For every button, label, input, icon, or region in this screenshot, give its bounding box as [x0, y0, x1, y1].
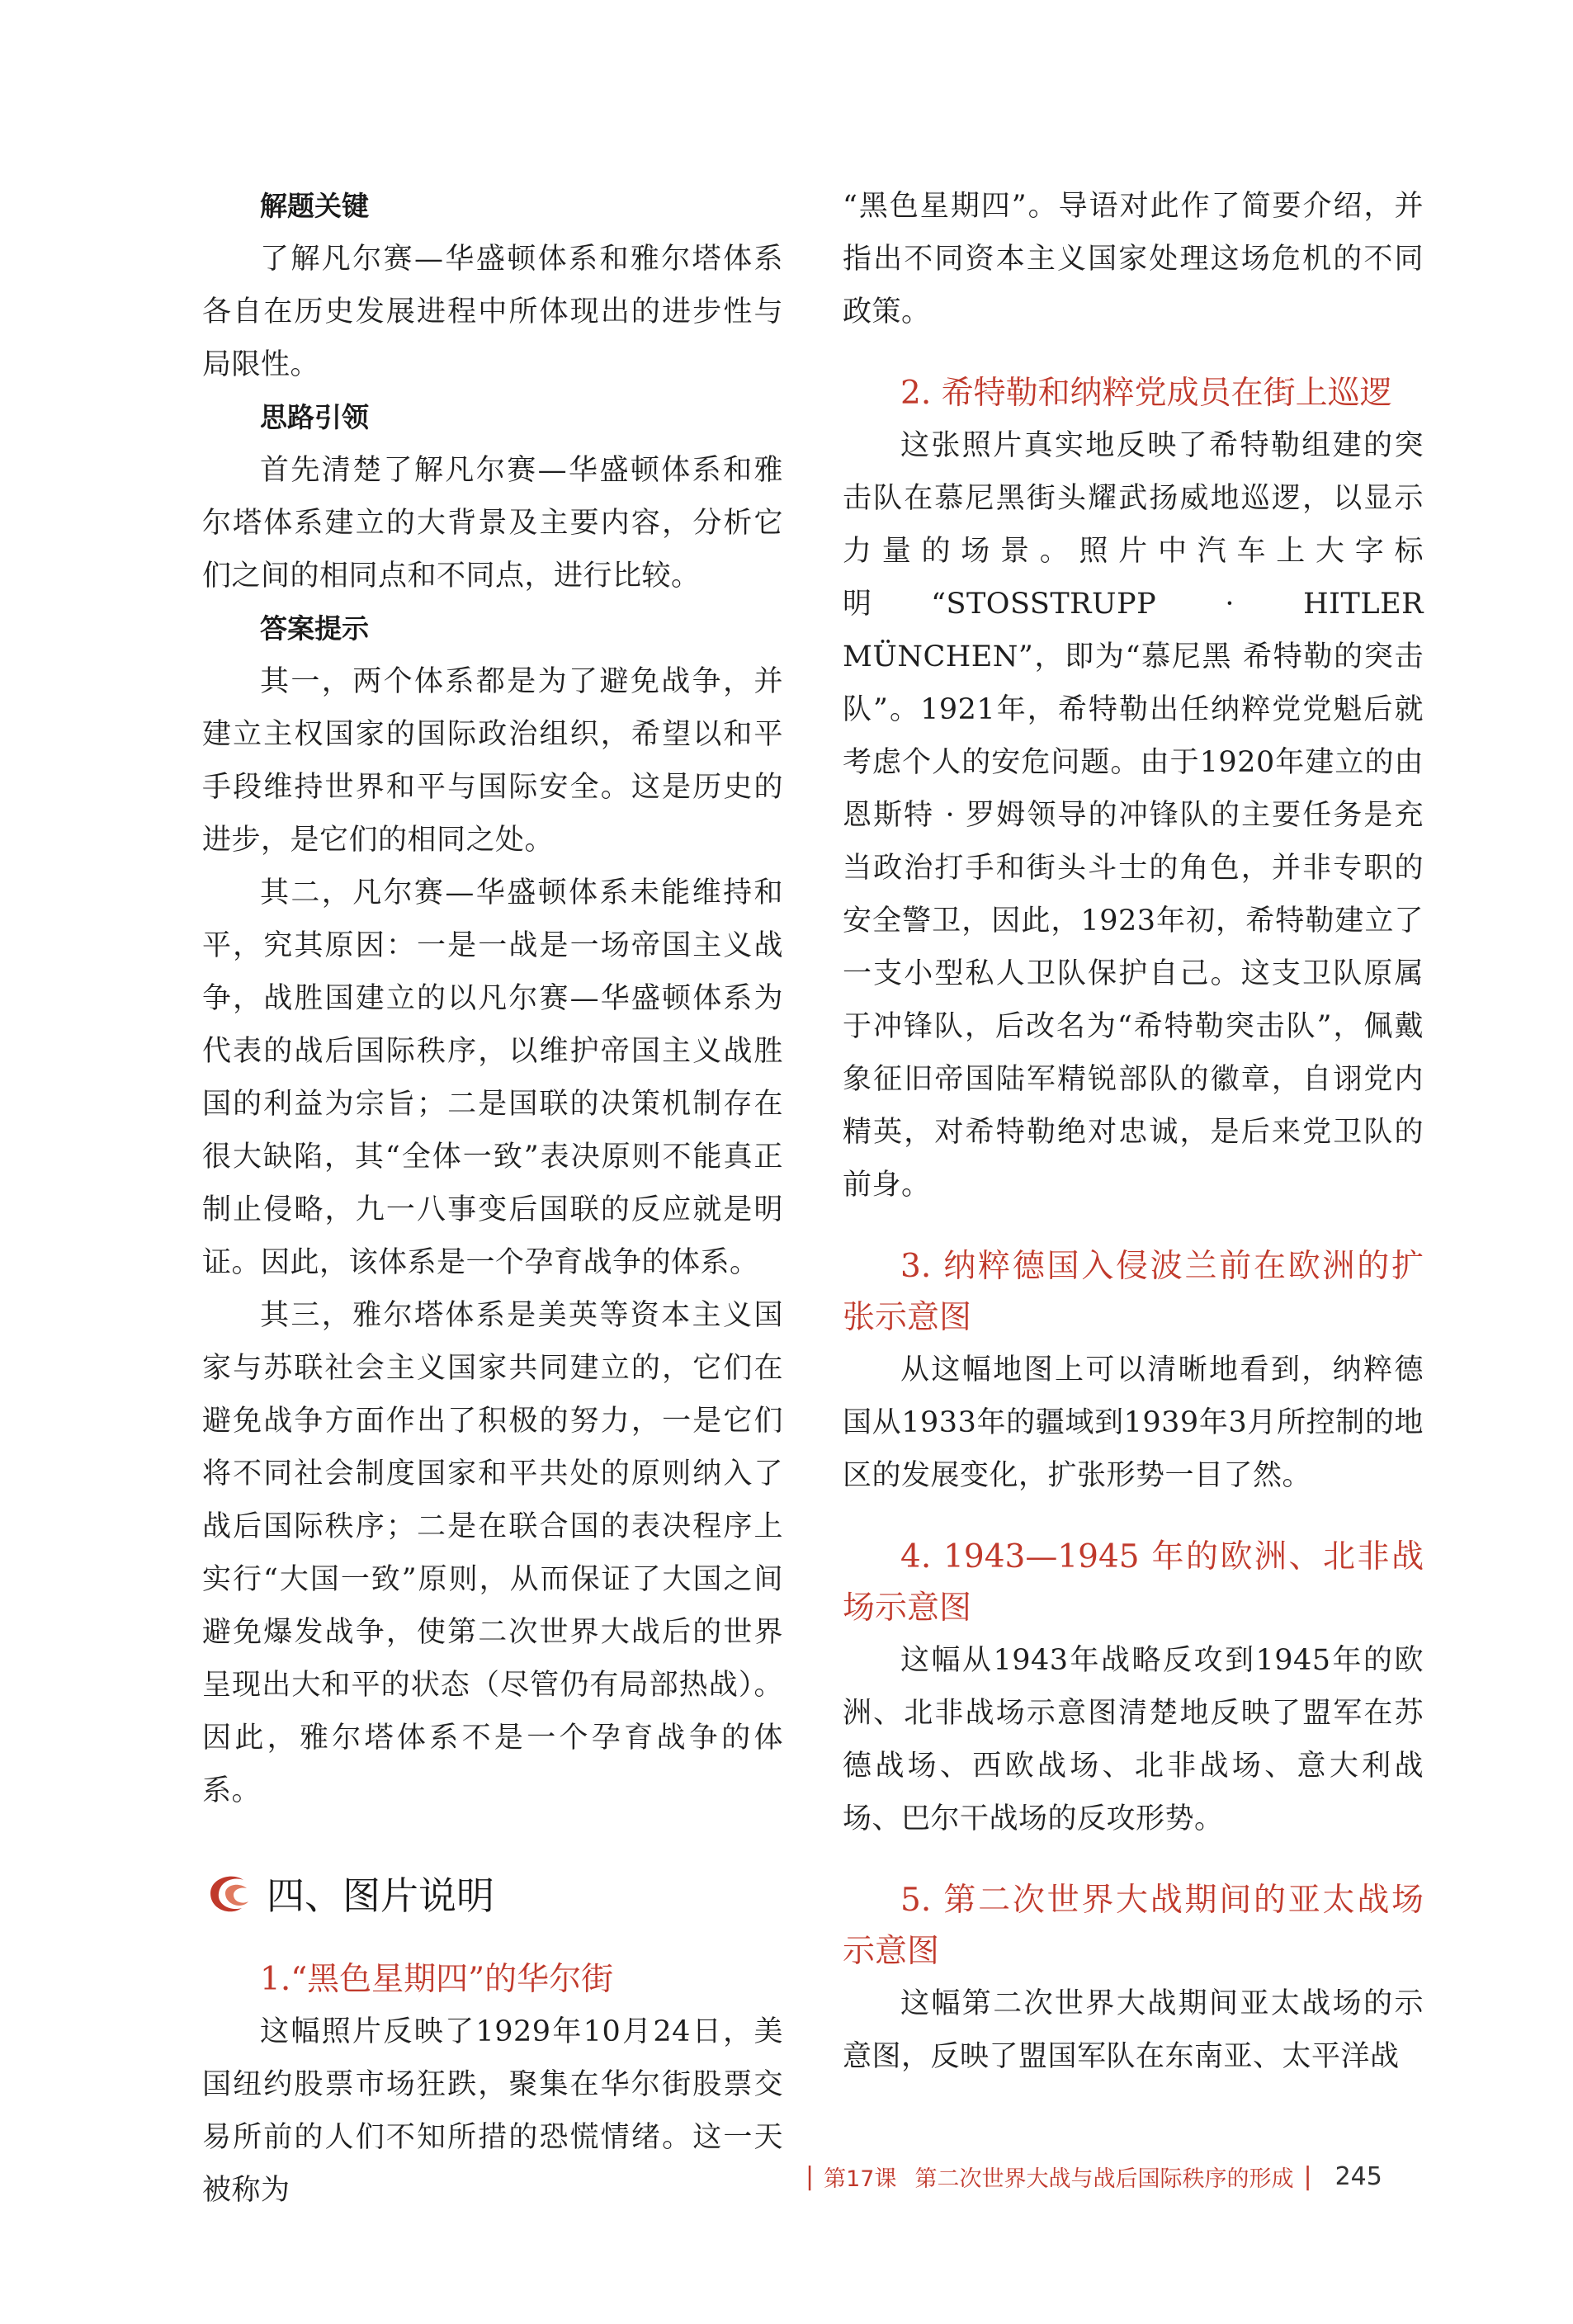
page-footer	[796, 2156, 1382, 2197]
picture-1-title: 1.“黑色星期四”的华尔街	[260, 1961, 614, 1998]
picture-4-text: 这幅从1943年战略反攻到1945年的欧洲、北非战场示意图清楚地反映了盟军在苏德战场、西欧战场、北非战场、意大利战场、巴尔干战场的反攻形势。	[843, 1644, 1424, 1835]
section-title: 四、图片说明	[267, 1873, 494, 1918]
page-number: 245	[1334, 2161, 1382, 2191]
picture-3-text: 从这幅地图上可以清晰地看到，纳粹德国从1933年的疆域到1939年3月所控制的地区的发展变化，扩张形势一目了然。	[843, 1353, 1424, 1492]
footer-lesson: 第17课	[824, 2166, 897, 2192]
picture-4-title: 4. 1943—1945 年的欧洲、北非战场示意图	[843, 1538, 1424, 1627]
answer-paragraph-2: 其二，凡尔赛—华盛顿体系未能维持和平，究其原因：一是一战是一场帝国主义战争，战胜国建立的以凡尔赛—华盛顿体系为代表的战后国际秩序，以维护帝国主义战胜国的利益为宗旨；二是国联的决策机制存在很大缺陷，其“全体一致”表决原则不能真正制止侵略，九一八事变后国联的反应就是明证。因此，该体系是一个孕育战争的体系。	[202, 876, 783, 1279]
key-heading: 解题关键	[260, 190, 369, 222]
continued-text: “黑色星期四”。导语对此作了简要介绍，并指出不同资本主义国家处理这场危机的不同政策。	[843, 190, 1424, 328]
picture-5-title: 5. 第二次世界大战期间的亚太战场示意图	[843, 1882, 1424, 1970]
footer-divider: |	[1303, 2161, 1312, 2191]
guide-text: 首先清楚了解凡尔赛—华盛顿体系和雅尔塔体系建立的大背景及主要内容，分析它们之间的相同点和不同点，进行比较。	[202, 454, 783, 593]
section-swirl-icon	[202, 1868, 257, 1918]
footer-divider: |	[805, 2161, 815, 2191]
answer-paragraph-1: 其一，两个体系都是为了避免战争，并建立主权国家的国际政治组织，希望以和平手段维持世界和平与国际安全。这是历史的进步，是它们的相同之处。	[202, 665, 783, 857]
picture-5-text: 这幅第二次世界大战期间亚太战场的示意图，反映了盟国军队在东南亚、太平洋战	[843, 1987, 1424, 2073]
picture-1-text: 这幅照片反映了1929年10月24日，美国纽约股票市场狂跌，聚集在华尔街股票交易所前的人们不知所措的恐慌情绪。这一天被称为	[202, 2015, 783, 2207]
right-column	[843, 180, 1424, 2083]
picture-2-text: 这张照片真实地反映了希特勒组建的突击队在慕尼黑街头耀武扬威地巡逻，以显示力量的场景。照片中汽车上大字标明“STOSSTRUPP · HITLER MÜNCHEN”，即为“慕尼黑 希特勒的突击队”。1921年，希特勒出任纳粹党党魁后就考虑个人的安危问题。由于1920年建立的由恩斯特 · 罗姆领导的冲锋队的主要任务是充当政治打手和街头斗士的角色，并非专职的安全警卫，因此，1923年初，希特勒建立了一支小型私人卫队保护自己。这支卫队原属于冲锋队，后改名为“希特勒突击队”，佩戴象征旧帝国陆军精锐部队的徽章，自诩党内精英，对希特勒绝对忠诚，是后来党卫队的前身。	[843, 429, 1424, 1202]
picture-3-title: 3. 纳粹德国入侵波兰前在欧洲的扩张示意图	[843, 1248, 1424, 1336]
guide-heading: 思路引领	[260, 401, 369, 433]
footer-title: 第二次世界大战与战后国际秩序的形成	[914, 2166, 1294, 2192]
answer-heading: 答案提示	[260, 612, 369, 645]
answer-paragraph-3: 其三，雅尔塔体系是美英等资本主义国家与苏联社会主义国家共同建立的，它们在避免战争方面作出了积极的努力，一是它们将不同社会制度国家和平共处的原则纳入了战后国际秩序；二是在联合国的表决程序上实行“大国一致”原则，从而保证了大国之间避免爆发战争，使第二次世界大战后的世界呈现出大和平的状态（尽管仍有局部热战）。因此，雅尔塔体系不是一个孕育战争的体系。	[202, 1299, 783, 1807]
picture-2-title: 2. 希特勒和纳粹党成员在街上巡逻	[900, 375, 1392, 412]
key-text: 了解凡尔赛—华盛顿体系和雅尔塔体系各自在历史发展进程中所体现出的进步性与局限性。	[202, 243, 783, 381]
section-header	[202, 1855, 783, 1931]
left-column	[202, 180, 783, 2217]
